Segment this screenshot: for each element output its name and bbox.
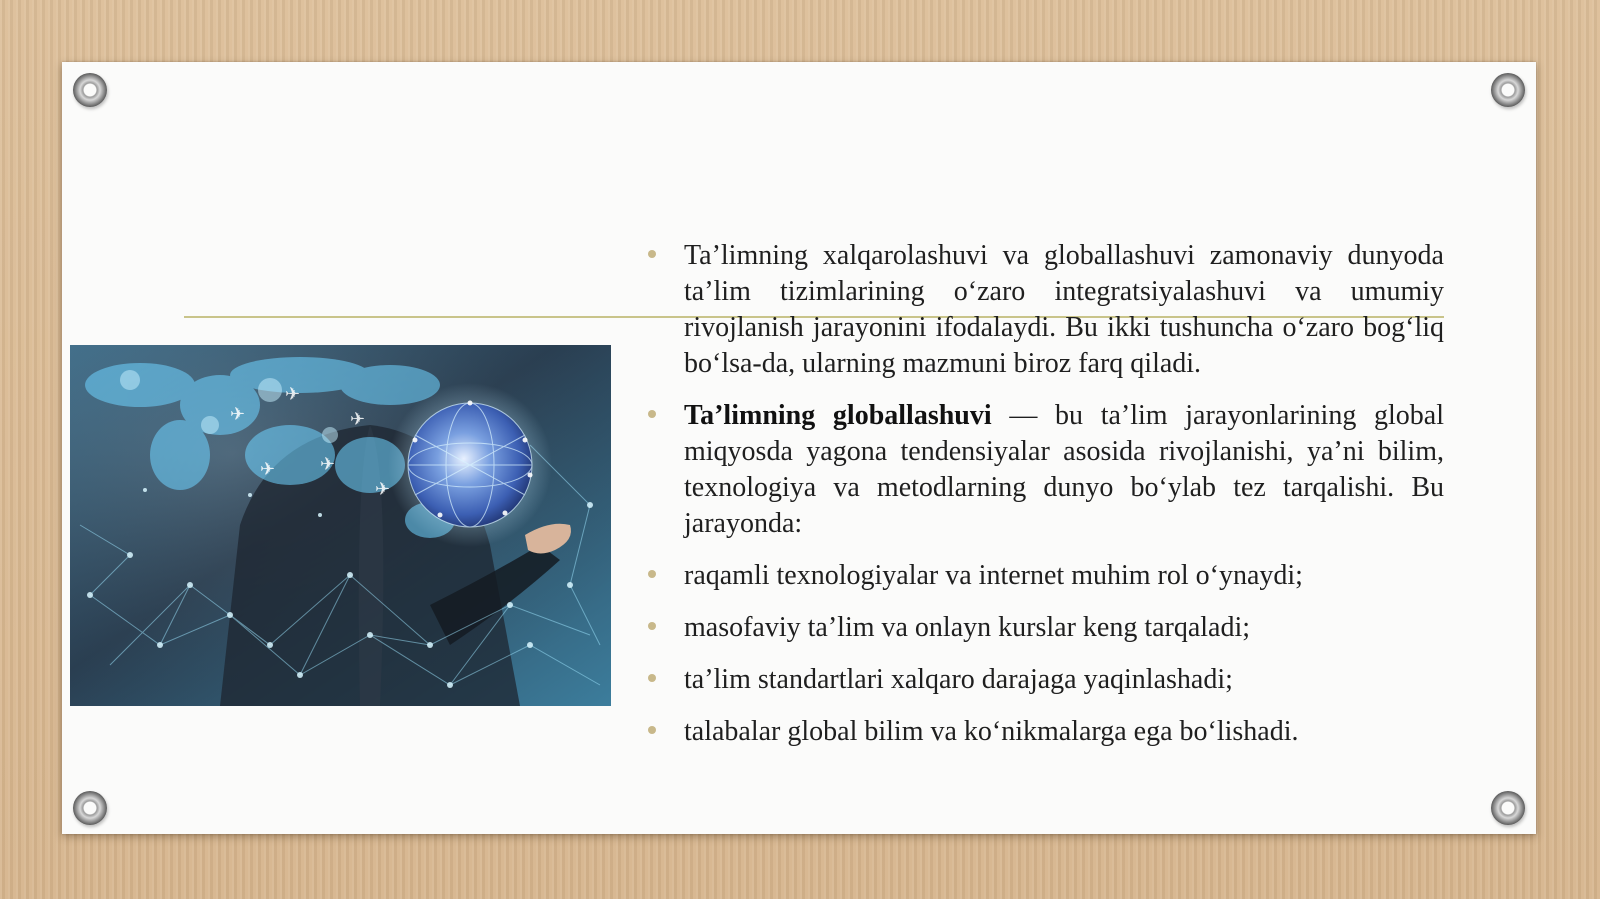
bullet-dot-icon: [648, 250, 656, 258]
svg-text:✈: ✈: [320, 454, 336, 475]
bullet-text: ta’lim standartlari xalqaro darajaga yaqinlashadi;: [684, 664, 1233, 695]
bullet-item-6: [648, 714, 1444, 750]
bullet-list: [648, 238, 1444, 766]
bullet-item-5: [648, 662, 1444, 698]
bullet-dot-icon: [648, 726, 656, 734]
rivet-bottom-left: [73, 791, 107, 825]
rivet-top-right: [1491, 73, 1525, 107]
bullet-item-3: [648, 558, 1444, 594]
bullet-text: raqamli texnologiyalar va internet muhim rol o‘ynaydi;: [684, 560, 1303, 591]
bullet-dot-icon: [648, 674, 656, 682]
bullet-item-2: [648, 398, 1444, 542]
svg-text:✈: ✈: [285, 384, 301, 405]
svg-text:✈: ✈: [375, 479, 391, 500]
bullet-dot-icon: [648, 622, 656, 630]
svg-text:✈: ✈: [230, 404, 246, 425]
bullet-dot-icon: [648, 570, 656, 578]
bullet-dot-icon: [648, 410, 656, 418]
bullet-text: — bu ta’lim jarayonlarining global miqyosda yagona tendensiyalar asosida rivojlanishi, ya’ni bilim, texnologiya va metodlarning dunyo bo‘ylab tez tarqalishi. Bu jarayonda:: [684, 400, 1444, 539]
globe-network-image: [70, 345, 611, 706]
bullet-bold-text: Ta’limning globallashuvi: [684, 400, 992, 431]
svg-text:✈: ✈: [260, 459, 276, 480]
bullet-text: talabalar global bilim va ko‘nikmalarga ega bo‘lishadi.: [684, 716, 1299, 747]
bullet-text: masofaviy ta’lim va onlayn kurslar keng tarqaladi;: [684, 612, 1251, 643]
bullet-text: Ta’limning xalqarolashuvi va globallashuvi zamonaviy dunyoda ta’lim tizimlarining o‘zaro integratsiyalashuvi va umumiy rivojlanish jarayonini ifodalaydi. Bu ikki tushuncha o‘zaro bog‘liq bo‘lsa-da, ularning mazmuni biroz farq qiladi.: [684, 240, 1444, 379]
rivet-top-left: [73, 73, 107, 107]
bullet-item-4: [648, 610, 1444, 646]
rivet-bottom-right: [1491, 791, 1525, 825]
bullet-item-1: [648, 238, 1444, 382]
svg-text:✈: ✈: [350, 409, 366, 430]
